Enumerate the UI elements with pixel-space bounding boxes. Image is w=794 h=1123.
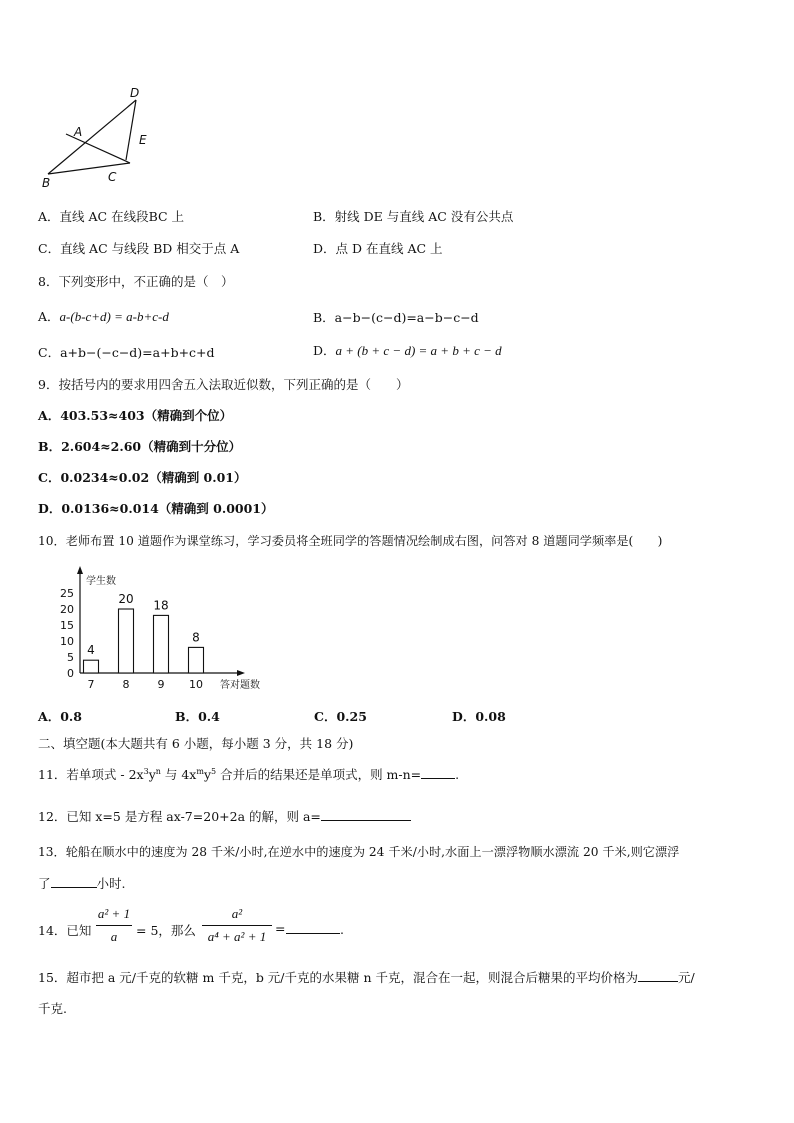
x-tick-label-8: 8: [122, 678, 130, 691]
bar-8: [119, 609, 134, 673]
y-axis-label: 学生数: [86, 576, 116, 587]
q14-fraction1-bar: [96, 925, 132, 926]
bar-9: [154, 615, 169, 673]
bar-7: [84, 660, 99, 673]
q9-stem: 9．按括号内的要求用四舍五入法取近似数，下列正确的是（ ）: [38, 377, 409, 392]
q8-option-c: C．a+b−(−c−d)=a+b+c+d: [38, 345, 215, 360]
q12: [38, 807, 411, 825]
q13-line2-post: 小时.: [96, 876, 126, 891]
q15-line1: [38, 968, 695, 986]
q14-fraction2-numerator: a²: [231, 906, 243, 921]
q11-sup2: n: [155, 766, 161, 776]
q11-text5: 合并后的结果还是单项式，则 m-n=: [216, 767, 422, 782]
q8-option-a-prefix: A．: [38, 309, 60, 324]
q9-option-a: A．403.53≈403（精确到个位）: [38, 408, 233, 423]
y-tick-label: 10: [60, 635, 74, 648]
q8-option-d-prefix: D．: [313, 343, 336, 358]
q14-answer-blank[interactable]: [286, 921, 340, 934]
q8-option-d-expr: a + (b + c − d) = a + b + c − d: [335, 343, 502, 358]
q12-answer-blank[interactable]: [321, 808, 411, 821]
label-b: B: [42, 176, 51, 190]
q10-stem: 10．老师布置 10 道题作为课堂练习，学习委员将全班同学的答题情况绘制成右图，问答对 8 道题同学频率是( ): [38, 534, 663, 548]
q8-stem: 8．下列变形中，不正确的是（ ）: [38, 274, 234, 289]
q7-option-d: D．点 D 在直线 AC 上: [313, 241, 443, 256]
q9-option-d: D．0.0136≈0.014（精确到 0.0001）: [38, 501, 274, 516]
geometry-figure: [38, 86, 158, 190]
data-label-9: 18: [153, 598, 169, 613]
q13-line2-pre: 了: [38, 876, 51, 891]
ray-de: [126, 100, 136, 160]
q7-option-a: A．直线 AC 在线段BC 上: [38, 209, 185, 224]
q11: [38, 765, 459, 783]
q11-end: .: [455, 767, 460, 782]
q11-sup3: m: [196, 766, 204, 776]
label-e: E: [139, 133, 147, 147]
q11-sup1: 3: [143, 766, 149, 776]
q7-option-c: C．直线 AC 与线段 BD 相交于点 A: [38, 241, 240, 256]
x-axis-label: 答对题数: [220, 680, 260, 691]
q7-option-b: B．射线 DE 与直线 AC 没有公共点: [313, 209, 514, 224]
q13-line2: [38, 874, 126, 892]
q14-fraction2-denominator: a⁴ + a² + 1: [207, 929, 267, 944]
q8-option-a-expr: a-(b-c+d) = a-b+c-d: [59, 309, 169, 324]
q11-sup4: 5: [211, 766, 217, 776]
q14-end: .: [340, 922, 344, 937]
q11-text3: 与 4x: [160, 767, 197, 782]
line-bd: [48, 100, 136, 174]
q9-option-c: C．0.0234≈0.02（精确到 0.01）: [38, 470, 247, 485]
label-c: C: [108, 170, 117, 184]
q15-line1-post: 元/: [678, 970, 695, 985]
y-tick-label: 20: [60, 603, 74, 616]
q13-line1: 13．轮船在顺水中的速度为 28 千米/小时,在逆水中的速度为 24 千米/小时,水面上一漂浮物顺水漂流 20 千米,则它漂浮: [38, 845, 680, 859]
q14-prefix: 14．已知: [38, 923, 92, 938]
section-title: 二、填空题(本大题共有 6 小题，每小题 3 分，共 18 分): [38, 736, 354, 751]
q15-line2: 千克.: [38, 1001, 67, 1016]
q14-fraction1-denominator: a: [110, 929, 118, 944]
x-tick-label-9: 9: [157, 678, 165, 691]
q13-answer-blank[interactable]: [51, 875, 97, 888]
data-label-7: 4: [87, 643, 95, 658]
q12-text: 12．已知 x=5 是方程 ax-7=20+2a 的解，则 a=: [38, 809, 321, 824]
x-tick-label-10: 10: [189, 678, 203, 691]
q10-option-a: A．0.8: [38, 709, 82, 724]
y-tick-label: 5: [67, 651, 74, 664]
y-tick-label: 0: [67, 667, 74, 680]
bar-chart: [52, 561, 282, 696]
q15-line1-pre: 15．超市把 a 元/千克的软糖 m 千克，b 元/千克的水果糖 n 千克，混合在一起，则混合后糖果的平均价格为: [38, 970, 639, 985]
label-d: D: [130, 86, 140, 100]
q10-option-b: B．0.4: [175, 709, 220, 724]
line-bc: [48, 163, 130, 174]
q9-option-b: B．2.604≈2.60（精确到十分位）: [38, 439, 242, 454]
q14-fraction2-bar: [202, 925, 272, 926]
y-axis-arrow: [77, 566, 83, 574]
q14-fraction1-numerator: a² + 1: [97, 906, 131, 921]
q8-option-d: [313, 341, 502, 359]
q11-text2: y: [148, 767, 156, 782]
q8-option-b: B．a−b−(c−d)=a−b−c−d: [313, 310, 479, 325]
data-label-10: 8: [192, 630, 200, 645]
x-tick-label-7: 7: [87, 678, 95, 691]
q15-answer-blank[interactable]: [638, 969, 678, 982]
label-a: A: [74, 125, 83, 139]
data-label-8: 20: [118, 592, 134, 606]
q14-answer: [286, 921, 344, 937]
q11-text4: y: [203, 767, 212, 782]
bar-10: [189, 647, 204, 673]
q14-eq1: = 5，那么: [136, 923, 196, 938]
q14-eq2: =: [275, 921, 286, 936]
y-tick-label: 15: [60, 619, 74, 632]
y-tick-label: 25: [60, 587, 74, 600]
q10-option-c: C．0.25: [314, 709, 367, 724]
q8-option-a: [38, 307, 169, 325]
x-axis-arrow: [237, 670, 245, 676]
q10-option-d: D．0.08: [452, 709, 506, 724]
q11-text1: 11．若单项式 - 2x: [38, 767, 144, 782]
q11-answer-blank[interactable]: [421, 766, 455, 779]
